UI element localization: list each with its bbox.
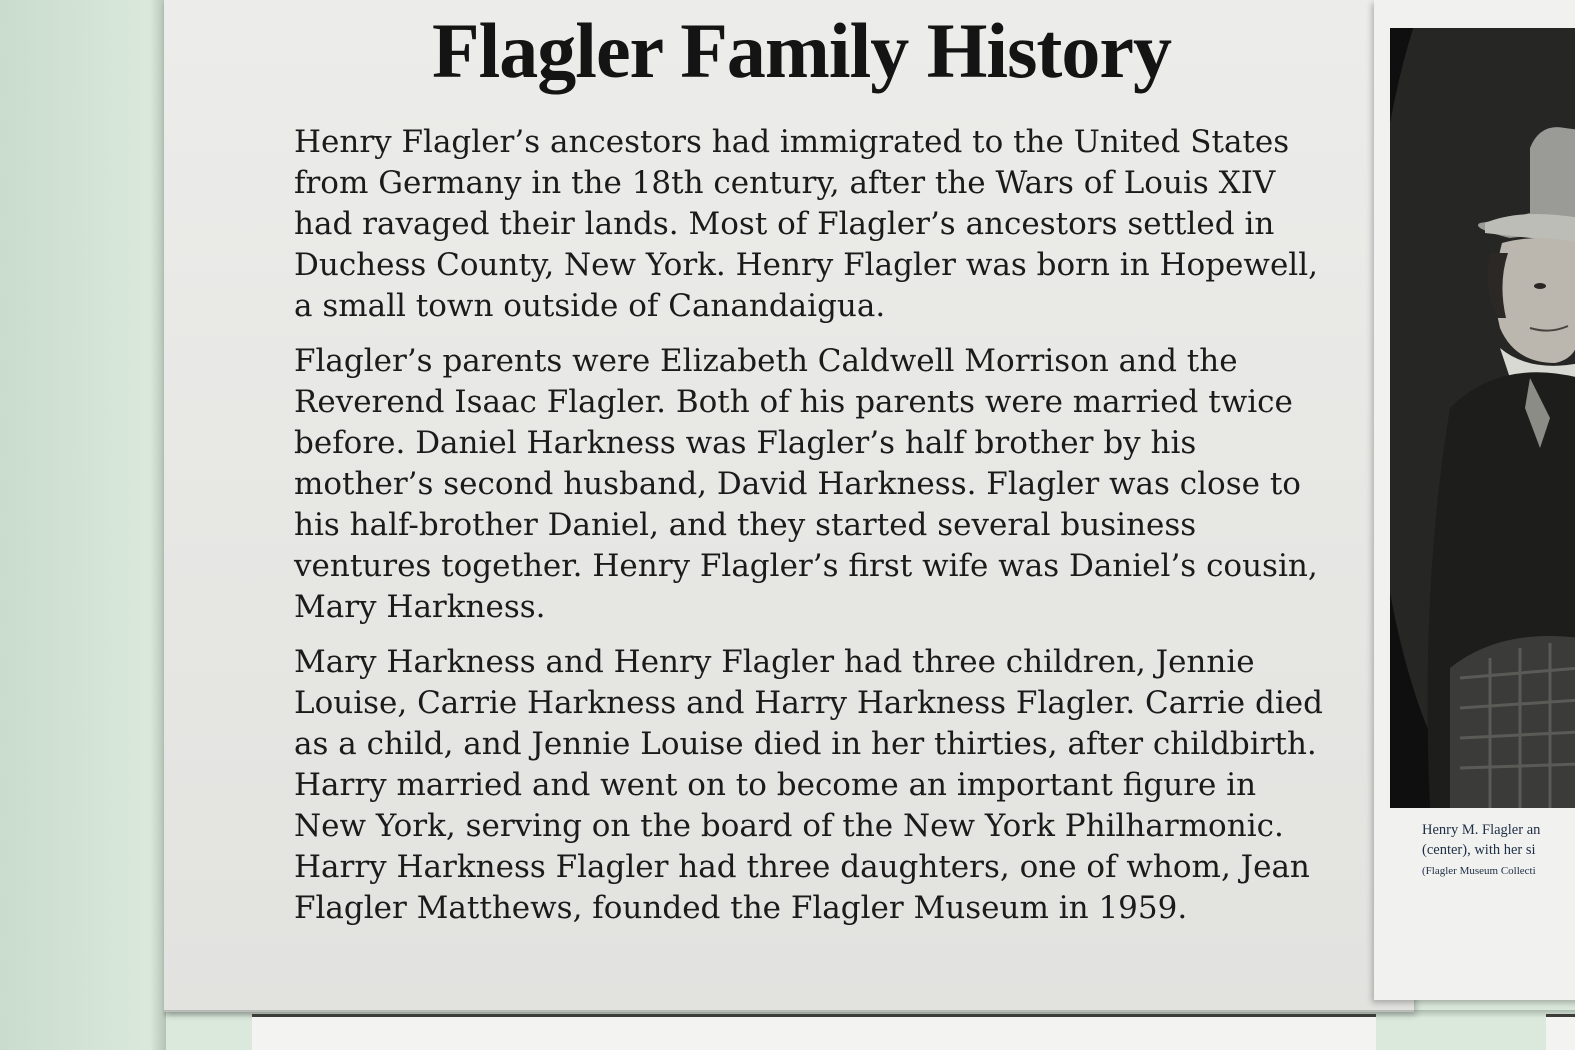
caption-credit: (Flagler Museum Collecti xyxy=(1422,865,1536,877)
panel-body xyxy=(294,122,1334,943)
paragraph-ancestors: Henry Flagler’s ancestors had immigrated to the United States from Germany in the 18th century, after the Wars of Louis XIV had ravaged their lands. Most of Flagler’s ancestors settled in Duchess County, New York. Henry Flagler was born in Hopewell, a small town outside of Canandaigua. xyxy=(294,124,1318,324)
paragraph-parents: Flagler’s parents were Elizabeth Caldwell Morrison and the Reverend Isaac Flagler. Both of his parents were married twice before. Daniel Harkness was Flagler’s half brother by his mother’s second husband, David Harkness. Flagler was close to his half-brother Daniel, and they started several business ventures together. Henry Flagler’s first wife was Daniel’s cousin, Mary Harkness. xyxy=(294,343,1318,625)
lower-right-panel-edge xyxy=(1546,1014,1575,1050)
lower-panel-edge xyxy=(252,1014,1376,1050)
photo-caption xyxy=(1422,820,1575,882)
caption-line-2: (center), with her si xyxy=(1422,842,1536,858)
portrait-illustration xyxy=(1390,28,1575,808)
panel-title: Flagler Family History xyxy=(431,7,1172,94)
caption-line-1: Henry M. Flagler an xyxy=(1422,822,1541,838)
history-panel xyxy=(164,0,1414,1012)
portrait-photo xyxy=(1390,28,1575,808)
paragraph-children: Mary Harkness and Henry Flagler had three children, Jennie Louise, Carrie Harkness and Harry Harkness Flagler. Carrie died as a child, and Jennie Louise died in her thirties, after childbirth. Harry married and went on to become an important figure in New York, serving on the board of the New York Philharmonic. Harry Harkness Flagler had three daughters, one of whom, Jean Flagler Matthews, founded the Flagler Museum in 1959. xyxy=(294,644,1323,926)
